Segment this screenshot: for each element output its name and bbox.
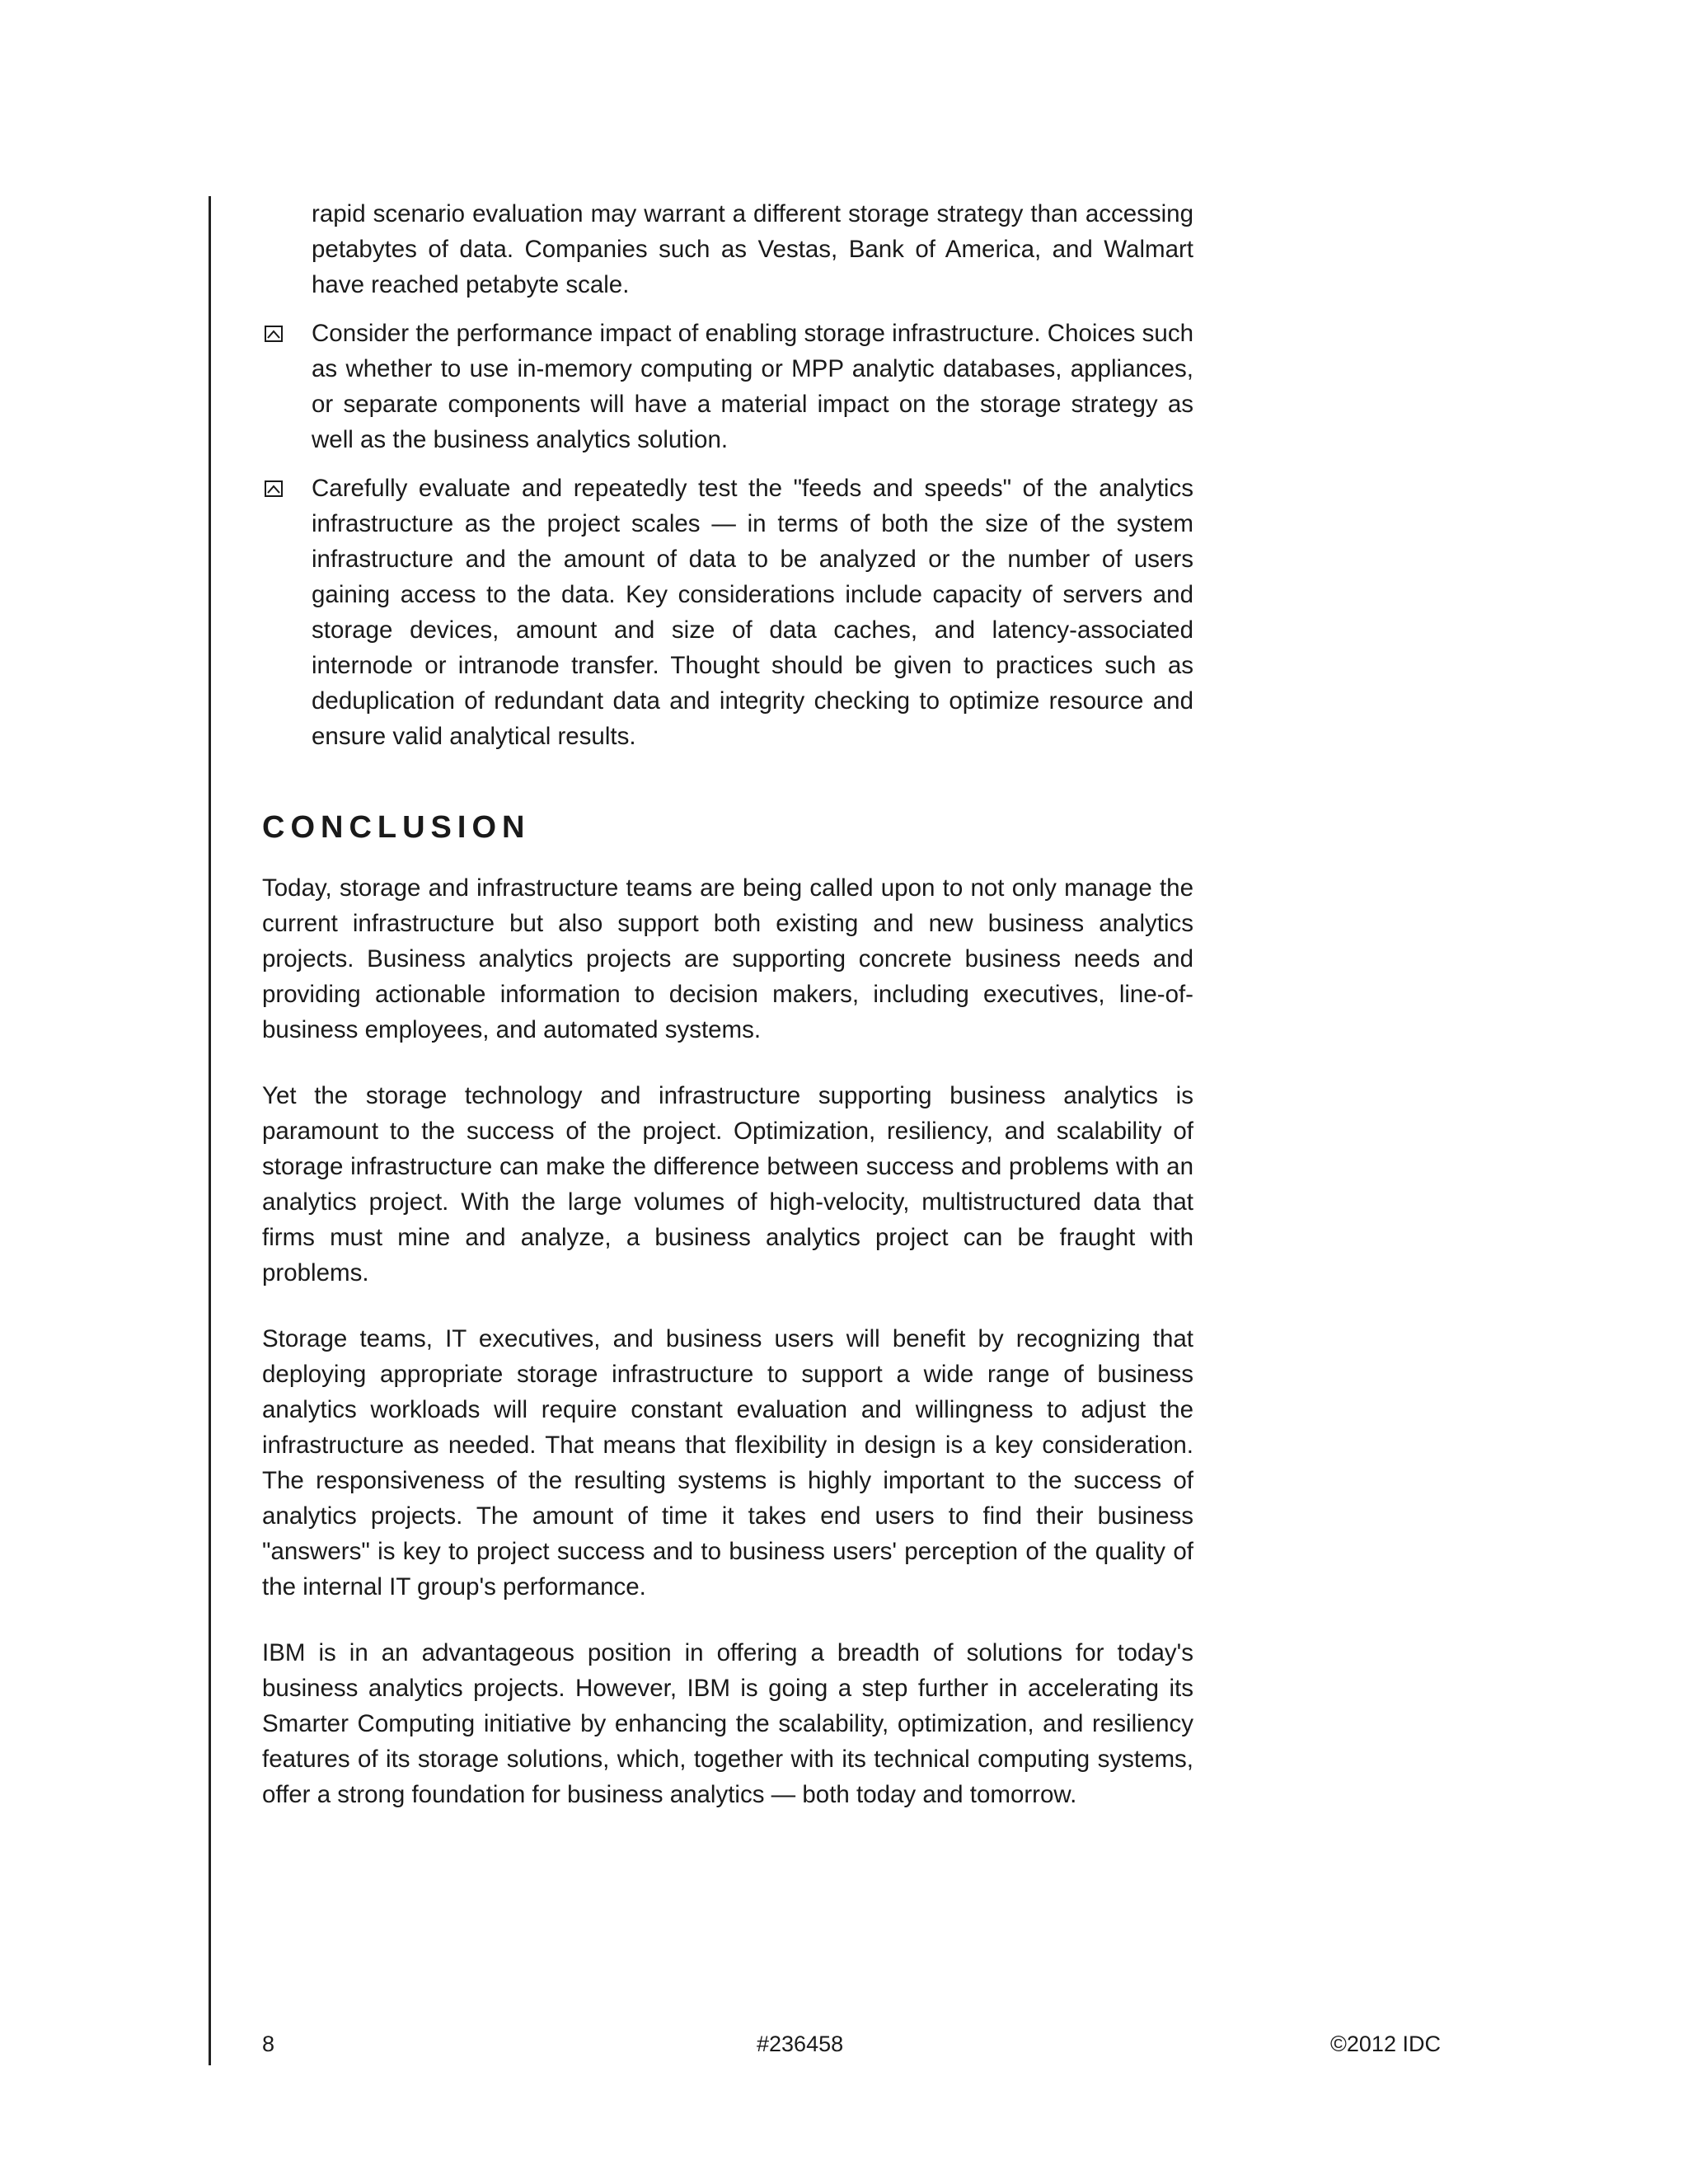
footer-document-number: #236458 (757, 2032, 844, 2056)
body-paragraph: Today, storage and infrastructure teams are being called upon to not only manage the current infrastructure but also support both existing and new business analytics projects. Business analytics projects are supporting concrete business needs and providing actionable information to decision makers, including executives, line-of-business employees, and automated systems. (262, 874, 1193, 1043)
body-paragraph: Yet the storage technology and infrastructure supporting business analytics is paramount to the success of the project. Optimization, resiliency, and scalability of storage infrastructure can make the difference between success and problems with an analytics project. With the large volumes of high-velocity, multistructured data that firms must mine and analyze, a business analytics project can be fraught with problems. (262, 1082, 1193, 1286)
body-paragraph: Storage teams, IT executives, and business users will benefit by recognizing that deploying appropriate storage infrastructure to support a wide range of business analytics workloads will require constant evaluation and willingness to adjust the infrastructure as needed. That means that flexibility in design is a key consideration. The responsiveness of the resulting systems is highly important to the success of analytics projects. The amount of time it takes end users to find their business "answers" is key to project success and to business users' perception of the quality of the internal IT group's performance. (262, 1325, 1193, 1601)
left-margin-rule (209, 196, 211, 2065)
section-heading: CONCLUSION (262, 810, 531, 845)
body-paragraph: IBM is in an advantageous position in offering a breadth of solutions for today's business analytics projects. However, IBM is going a step further in accelerating its Smarter Computing initiative by enhancing the scalability, optimization, and resiliency features of its storage solutions, which, together with its technical computing systems, offer a strong foundation for business analytics — both today and tomorrow. (262, 1639, 1193, 1808)
continuation-paragraph: rapid scenario evaluation may warrant a different storage strategy than accessing petabytes of data. Companies such as Vestas, Bank of America, and Walmart have reached petabyte scale. (312, 200, 1193, 298)
bullet-text: Carefully evaluate and repeatedly test the "feeds and speeds" of the analytics infrastructure as the project scales — in terms of both the size of the system infrastructure and the amount of data to be analyzed or the number of users gaining access to the data. Key considerations include capacity of servers and storage devices, amount and size of data caches, and latency-associated internode or intranode transfer. Thought should be given to practices such as deduplication of redundant data and integrity checking to optimize resource and ensure valid analytical results. (312, 475, 1193, 750)
page-content (262, 196, 1193, 1843)
bullet-text: Consider the performance impact of enabling storage infrastructure. Choices such as whether to use in-memory computing or MPP analytic databases, appliances, or separate components will have a material impact on the storage strategy as well as the business analytics solution. (312, 320, 1193, 453)
bullet-item (262, 471, 1193, 754)
checkbox-arrow-icon (265, 480, 283, 497)
checkbox-arrow-icon (265, 326, 283, 342)
footer-page-number: 8 (262, 2032, 275, 2056)
bullet-item (262, 316, 1193, 457)
footer-copyright: ©2012 IDC (1330, 2032, 1441, 2056)
